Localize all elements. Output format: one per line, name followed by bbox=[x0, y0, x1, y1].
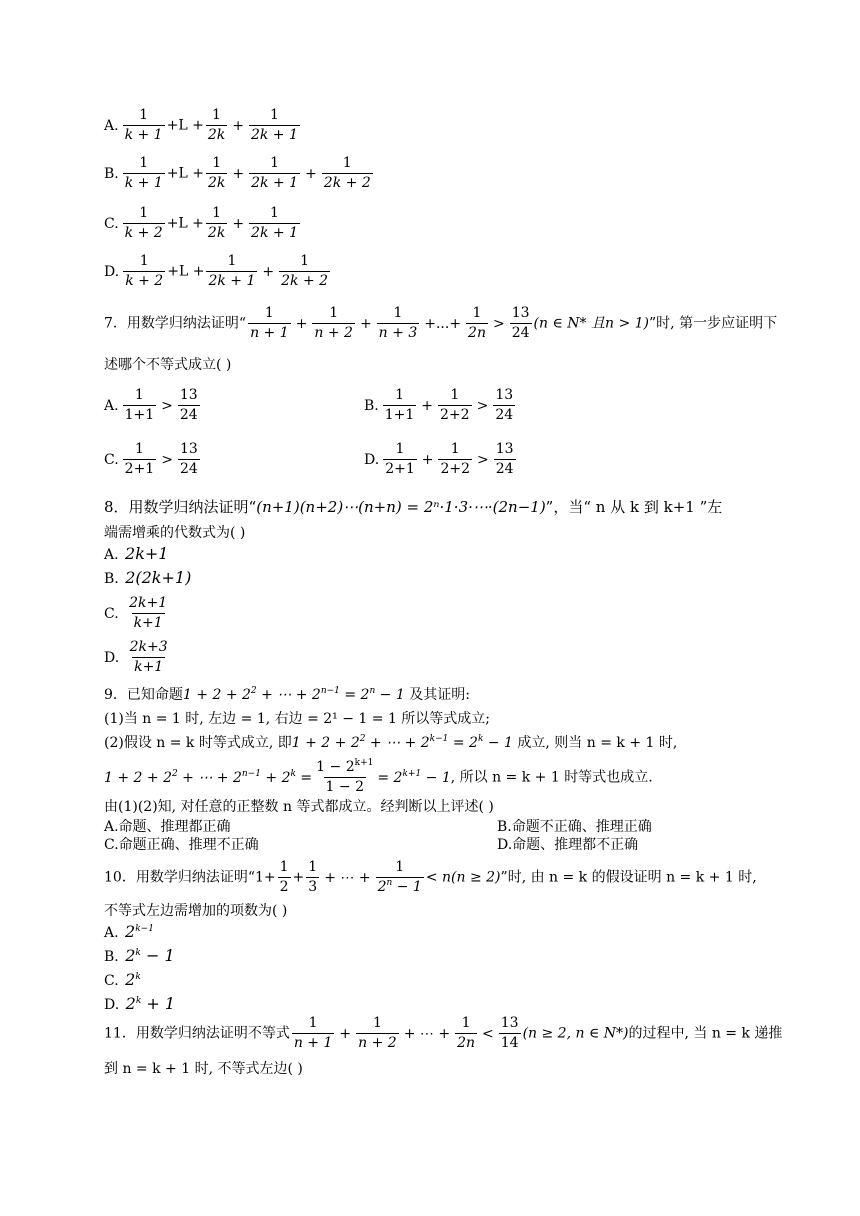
q7-option-c[interactable]: C. $\frac{1}{2+1}$ > $\frac{13}{24}$ bbox=[104, 441, 198, 477]
q8-stem-line2: 端需增乘的代数式为( ) bbox=[104, 525, 246, 541]
q9-conclusion: 由(1)(2)知, 对任意的正整数 n 等式都成立。经判断以上评述( ) bbox=[104, 799, 494, 815]
q10-stem-line2: 不等式左边需增加的项数为( ) bbox=[104, 903, 288, 919]
q9-option-c[interactable]: C.命题正确、推理不正确 bbox=[104, 837, 259, 853]
q10-stem: 10．用数学归纳法证明“1+ $\frac{1}{2}$ + $\frac{1}{3}$ + ⋯ + $\frac{1}{2^n - 1}$ < n(n ≥ 2)”时, 由 n = k 的假设证明 n = k + 1 时, bbox=[104, 859, 757, 895]
q10-option-c[interactable]: C. 2$^k$ bbox=[104, 970, 141, 989]
q9-stem: 9．已知命题$1 + 2 + 2^2$ + ⋯ + $2^{n-1} = 2^n - 1$ 及其证明: bbox=[104, 686, 470, 703]
q8-option-a[interactable]: A. 2k+1 bbox=[104, 544, 169, 563]
q7-option-a[interactable]: A. $\frac{1}{1+1}$ > $\frac{13}{24}$ bbox=[104, 387, 198, 423]
q9-option-b[interactable]: B.命题不正确、推理正确 bbox=[497, 819, 652, 835]
q9-proof-step1: (1)当 n = 1 时, 左边 = 1, 右边 = 2¹ − 1 = 1 所以等式成立; bbox=[104, 711, 491, 727]
q7-option-b[interactable]: B. $\frac{1}{1+1}$ + $\frac{1}{2+2}$ > $\frac{13}{24}$ bbox=[364, 387, 514, 423]
q11-stem: 11．用数学归纳法证明不等式 $\frac{1}{n + 1}$ + $\frac{1}{n + 2}$ + ⋯ + $\frac{1}{2n}$ < $\frac{13}{14}$ (n ≥ 2, n ∈ N*)的过程中, 当 n = k 递推 bbox=[104, 1015, 783, 1051]
q6-option-b[interactable]: B. $\frac{1}{k + 1}$ +L + $\frac{1}{2k}$ + $\frac{1}{2k + 1}$ + $\frac{1}{2k + 2}$ bbox=[104, 155, 371, 191]
q6-option-d[interactable]: D. $\frac{1}{k + 2}$ +L + $\frac{1}{2k + 1}$ + $\frac{1}{2k + 2}$ bbox=[104, 253, 329, 289]
q9-option-a[interactable]: A.命题、推理都正确 bbox=[104, 819, 231, 835]
q8-option-b[interactable]: B. 2(2k+1) bbox=[104, 568, 192, 587]
q9-option-d[interactable]: D.命题、推理都不正确 bbox=[497, 837, 639, 853]
q8-option-d[interactable]: D. $\frac{2k+3}{k+1}$ bbox=[104, 639, 168, 675]
q9-proof-step2: (2)假设 n = k 时等式成立, 即$1 + 2 + 2^2$ + ⋯ + $2^{k-1} = 2^k - 1$ 成立, 则当 n = k + 1 时, bbox=[104, 734, 678, 751]
q8-stem: 8．用数学归纳法证明“(n+1)(n+2)⋯(n+n) = 2ⁿ·1·3·⋯·(2n−1)”，当“ n 从 k 到 k+1 ”左 bbox=[104, 498, 723, 516]
q6-option-c[interactable]: C. $\frac{1}{k + 2}$ +L + $\frac{1}{2k}$ + $\frac{1}{2k + 1}$ bbox=[104, 205, 298, 241]
q6-option-a[interactable]: A. $\frac{1}{k + 1}$ +L + $\frac{1}{2k}$ + $\frac{1}{2k + 1}$ bbox=[104, 107, 298, 143]
q9-proof-derivation: $1 + 2 + 2^2$ + ⋯ + $2^{n-1} + 2^k$ = $\frac{1 - 2^{k+1}}{1 - 2}$ = $2^{k+1} - 1$, 所以 n = k + 1 时等式也成立. bbox=[104, 758, 653, 795]
q10-option-d[interactable]: D. $2^k + 1$ bbox=[104, 994, 176, 1013]
q10-option-a[interactable]: A. $2^{k-1}$ bbox=[104, 922, 154, 941]
q10-option-b[interactable]: B. $2^k - 1$ bbox=[104, 946, 175, 965]
q11-stem-line2: 到 n = k + 1 时, 不等式左边( ) bbox=[104, 1061, 303, 1077]
q8-option-c[interactable]: C. $\frac{2k+1}{k+1}$ bbox=[104, 595, 168, 631]
q7-option-d[interactable]: D. $\frac{1}{2+1}$ + $\frac{1}{2+2}$ > $\frac{13}{24}$ bbox=[364, 441, 514, 477]
q7-stem-line2: 述哪个不等式成立( ) bbox=[104, 357, 232, 373]
q7-stem: 7．用数学归纳法证明“ $\frac{1}{n + 1}$ + $\frac{1}{n + 2}$ + $\frac{1}{n + 3}$ +...+ $\frac{1}{2n}$ > $\frac{13}{24}$ (n ∈ N* 且n > 1)”时, 第一步应证明下 bbox=[104, 305, 778, 341]
q8-formula: (n+1)(n+2)⋯(n+n) = 2ⁿ·1·3·⋯·(2n−1) bbox=[256, 498, 546, 516]
